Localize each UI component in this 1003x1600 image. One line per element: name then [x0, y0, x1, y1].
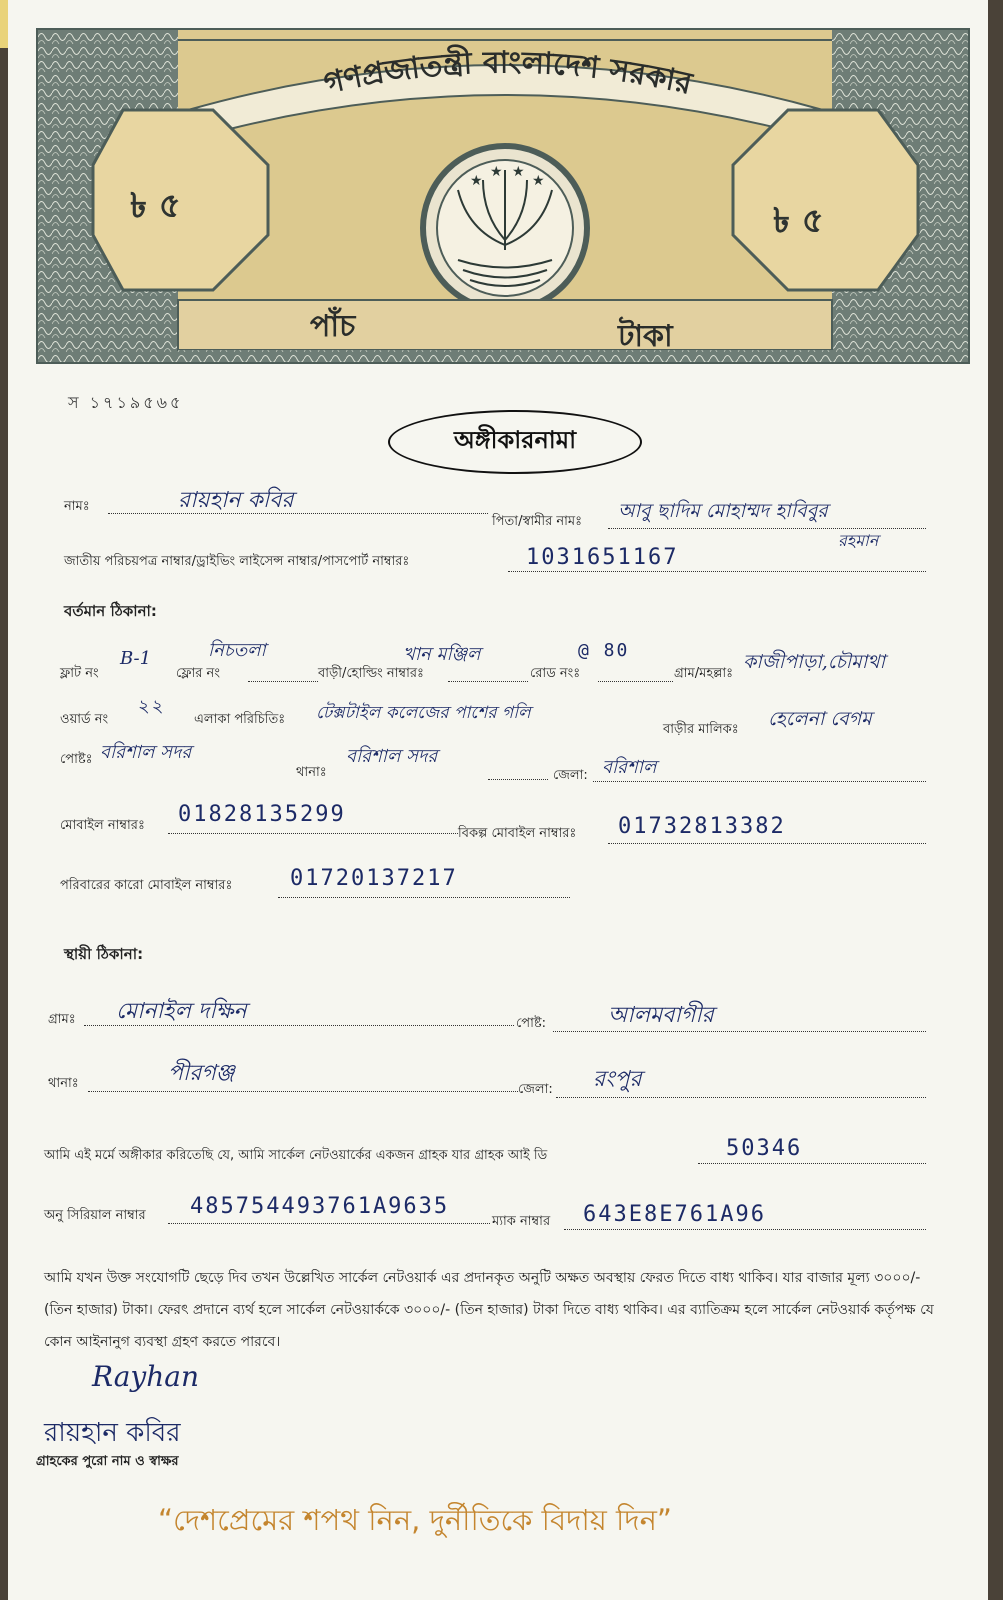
- district-value: বরিশাল: [602, 757, 657, 778]
- stamp-word-left: পাঁচ: [310, 309, 356, 344]
- mobile-label: মোবাইল নাম্বারঃ: [60, 818, 145, 833]
- perm-village-label: গ্রামঃ: [48, 1012, 76, 1027]
- name-value: রায়হান কবির: [178, 488, 294, 513]
- family-mobile-label: পরিবারের কারো মোবাইল নাম্বারঃ: [60, 878, 233, 893]
- name-label: নামঃ: [64, 499, 90, 514]
- owner-value: হেলেনা বেগম: [768, 708, 872, 730]
- terms-paragraph: আমি যখন উক্ত সংযোগটি ছেড়ে দিব তখন উল্লেখিত সার্কেল নেটওয়ার্ক এর প্রদানকৃত অনুটি অক্ষত অবস্থায় ফেরত দিতে বাধ্য থাকিব। যার বাজার মূল্য ৩০০০/- (তিন হাজার) টাকা। ফেরৎ প্রদানে ব্যর্থ হলে সার্কেল নেটওয়ার্ককে ৩০০০/- (তিন হাজার) টাকা দিতে বাধ্য থাকিব। এর ব্যাতিক্রম হলে সার্কেল নেটওয়ার্ক কর্তৃপক্ষ যে কোন আইনানুগ ব্যবস্থা গ্রহণ করতে পারবে।: [44, 1270, 934, 1350]
- right-denomination: ৳ ৫: [773, 201, 824, 241]
- mobile-value: 01828135299: [178, 802, 346, 827]
- road-label: রোড নংঃ: [530, 666, 581, 681]
- document-title: অঙ্গীকারনামা: [388, 410, 642, 474]
- perm-post-value: আলমবাগীর: [608, 1003, 714, 1028]
- flat-value: B-1: [120, 648, 152, 669]
- alt-mobile-value: 01732813382: [618, 814, 786, 839]
- perm-post-label: পোষ্ট:: [516, 1016, 547, 1031]
- id-value: 1031651167: [526, 545, 679, 570]
- left-denomination: ৳ ৫: [130, 186, 181, 226]
- ward-label: ওয়ার্ড নং: [60, 712, 109, 727]
- perm-thana-value: পীরগঞ্জ: [168, 1061, 235, 1086]
- onu-serial-label: অনু সিরিয়াল নাম্বার: [44, 1208, 146, 1223]
- permanent-address-heading: স্থায়ী ঠিকানা:: [64, 945, 144, 963]
- alt-mobile-label: বিকল্প মোবাইল নাম্বারঃ: [458, 826, 577, 841]
- house-value: খান মঞ্জিল: [403, 644, 481, 665]
- svg-text:★: ★: [532, 173, 545, 189]
- stamp-word-right: টাকা: [618, 319, 673, 354]
- svg-text:★: ★: [512, 164, 525, 180]
- thana-value: বরিশাল সদর: [346, 746, 438, 767]
- perm-thana-label: থানাঃ: [48, 1076, 79, 1091]
- perm-district-label: জেলা:: [518, 1082, 553, 1097]
- father-value-cont: রহমান: [838, 531, 879, 550]
- area-value: টেক্সটাইল কলেজের পাশের গলি: [316, 703, 531, 723]
- perm-village-value: মোনাইল দক্ষিন: [116, 999, 247, 1024]
- floor-value: নিচতলা: [208, 640, 266, 661]
- customer-id-value: 50346: [726, 1136, 803, 1161]
- perm-district-value: রংপুর: [593, 1067, 642, 1092]
- mac-value: 643E8E761A96: [583, 1202, 766, 1227]
- flat-label: ফ্লাট নং: [60, 666, 99, 681]
- signature-bangla: রায়হান কবির: [44, 1418, 181, 1448]
- mac-label: ম্যাক নাম্বার: [492, 1214, 551, 1229]
- signature-latin: Rayhan: [92, 1360, 199, 1393]
- id-label: জাতীয় পরিচয়পত্র নাম্বার/ড্রাইভিং লাইসেন্স নাম্বার/পাসপোর্ট নাম্বারঃ: [64, 554, 410, 569]
- svg-text:★: ★: [490, 164, 503, 180]
- document-page: [8, 0, 988, 1600]
- serial-number: স ১৭১৯৫৬৫: [68, 393, 184, 412]
- floor-label: ফ্লোর নং: [176, 666, 220, 681]
- father-label: পিতা/স্বামীর নামঃ: [492, 514, 583, 529]
- signature-label: গ্রাহকের পুরো নাম ও স্বাক্ষর: [36, 1454, 179, 1469]
- svg-text:★: ★: [470, 173, 483, 189]
- village-label: গ্রাম/মহল্লাঃ: [674, 666, 734, 681]
- owner-label: বাড়ীর মালিকঃ: [663, 722, 739, 737]
- house-label: বাড়ী/হোল্ডিং নাম্বারঃ: [318, 666, 424, 681]
- family-mobile-value: 01720137217: [290, 866, 458, 891]
- post-label: পোষ্টঃ: [60, 752, 93, 767]
- thana-label: থানাঃ: [296, 765, 327, 780]
- stamp-arc-title: গণপ্রজাতন্ত্রী বাংলাদেশ সরকার: [320, 45, 696, 102]
- district-label: জেলা:: [553, 768, 588, 783]
- revenue-stamp-header: [36, 28, 970, 364]
- post-value: বরিশাল সদর: [100, 742, 192, 763]
- footer-motto: “দেশপ্রেমের শপথ নিন, দুর্নীতিকে বিদায় দিন”: [158, 1503, 672, 1537]
- ward-value: ২২: [138, 696, 166, 717]
- right-octagon: [733, 110, 918, 290]
- village-value: কাজীপাড়া,চৌমাথা: [743, 651, 886, 673]
- area-label: এলাকা পরিচিতিঃ: [194, 712, 286, 727]
- declaration-label: আমি এই মর্মে অঙ্গীকার করিতেছি যে, আমি সার্কেল নেটওয়ার্কের একজন গ্রাহক যার গ্রাহক আই ডি: [44, 1148, 548, 1163]
- onu-serial-value: 485754493761A9635: [190, 1194, 450, 1219]
- present-address-heading: বর্তমান ঠিকানা:: [64, 602, 157, 620]
- father-value: আবু ছাদিম মোহাম্মদ হাবিবুর: [618, 500, 828, 522]
- road-value: @ 80: [578, 640, 630, 661]
